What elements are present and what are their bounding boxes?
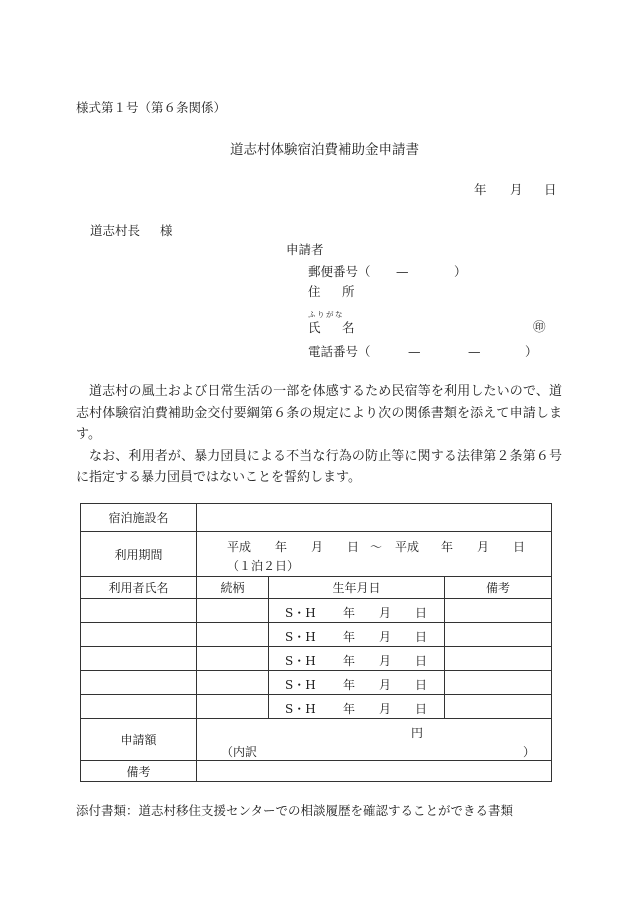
user-name-cell[interactable] <box>81 647 197 671</box>
remarks-label: 備考 <box>81 761 197 782</box>
period-start-day: 日 <box>347 540 360 554</box>
birthdate-year: 年 <box>343 654 356 668</box>
postal-code-label: 郵便番号（ <box>308 264 371 279</box>
address-label-2: 所 <box>342 284 355 299</box>
birthdate-era: S・H <box>285 678 316 692</box>
user-name-cell[interactable] <box>81 671 197 695</box>
birthdate-year: 年 <box>343 630 356 644</box>
birthdate-month: 月 <box>379 630 392 644</box>
phone-close: ） <box>525 344 538 359</box>
user-row <box>81 695 552 719</box>
relation-cell[interactable] <box>197 623 269 647</box>
phone-dash-1: — <box>408 344 421 359</box>
phone-dash-2: — <box>468 344 481 359</box>
header-remarks: 備考 <box>445 577 552 599</box>
form-number: 様式第１号（第６条関係） <box>76 100 227 115</box>
header-birthdate: 生年月日 <box>269 577 445 599</box>
postal-code-dash: — <box>396 264 409 279</box>
addressee-honorific: 様 <box>160 223 173 238</box>
amount-breakdown-open: （内訳 <box>221 745 258 759</box>
period-end-day: 日 <box>513 540 526 554</box>
period-end-month: 月 <box>477 540 490 554</box>
birthdate-day: 日 <box>415 606 428 620</box>
period-input[interactable] <box>197 532 552 577</box>
remarks-row <box>81 761 552 782</box>
birthdate-day: 日 <box>415 678 428 692</box>
birthdate-cell[interactable] <box>269 599 445 623</box>
birthdate-month: 月 <box>379 606 392 620</box>
period-tilde: ～ <box>370 540 383 554</box>
birthdate-year: 年 <box>343 606 356 620</box>
user-row <box>81 647 552 671</box>
birthdate-year: 年 <box>343 702 356 716</box>
user-row <box>81 623 552 647</box>
birthdate-cell[interactable] <box>269 623 445 647</box>
application-table <box>80 503 552 782</box>
amount-label: 申請額 <box>81 719 197 761</box>
user-row <box>81 599 552 623</box>
body-paragraph-1: 道志村の風土および日常生活の一部を体感するため民宿等を利用したいので、道志村体験宿泊費補助金交付要綱第６条の規定により次の関係書類を添えて申請します。 <box>76 384 562 442</box>
remarks-cell[interactable] <box>445 647 552 671</box>
remarks-cell[interactable] <box>445 623 552 647</box>
birthdate-month: 月 <box>379 702 392 716</box>
birthdate-cell[interactable] <box>269 671 445 695</box>
postal-code-close: ） <box>454 264 467 279</box>
amount-breakdown-close: ） <box>523 745 536 759</box>
birthdate-era: S・H <box>285 654 316 668</box>
date-year: 年 <box>474 182 487 197</box>
amount-input[interactable] <box>197 719 552 761</box>
relation-cell[interactable] <box>197 695 269 719</box>
birthdate-cell[interactable] <box>269 695 445 719</box>
seal-mark: ㊞ <box>533 319 546 334</box>
date-month: 月 <box>510 182 523 197</box>
remarks-cell[interactable] <box>445 599 552 623</box>
birthdate-era: S・H <box>285 606 316 620</box>
birthdate-era: S・H <box>285 702 316 716</box>
period-nights: （１泊２日） <box>227 559 300 573</box>
remarks-cell[interactable] <box>445 695 552 719</box>
header-relation: 続柄 <box>197 577 269 599</box>
furigana-label: ふりがな <box>308 310 344 319</box>
birthdate-era: S・H <box>285 630 316 644</box>
header-row <box>81 577 552 599</box>
user-name-cell[interactable] <box>81 599 197 623</box>
addressee-name: 道志村長 <box>90 223 141 238</box>
remarks-cell[interactable] <box>445 671 552 695</box>
period-start-month: 月 <box>311 540 324 554</box>
facility-input[interactable] <box>197 504 552 532</box>
period-label: 利用期間 <box>81 532 197 577</box>
body-text <box>76 381 562 489</box>
phone-label: 電話番号（ <box>308 344 371 359</box>
birthdate-year: 年 <box>343 678 356 692</box>
birthdate-day: 日 <box>415 630 428 644</box>
user-row <box>81 671 552 695</box>
relation-cell[interactable] <box>197 599 269 623</box>
period-row <box>81 532 552 577</box>
birthdate-day: 日 <box>415 654 428 668</box>
remarks-input[interactable] <box>197 761 552 782</box>
body-paragraph-2: なお、利用者が、暴力団員による不当な行為の防止等に関する法律第２条第６号に指定する暴力団員ではないことを誓約します。 <box>76 448 562 485</box>
period-start-year: 年 <box>275 540 288 554</box>
facility-label: 宿泊施設名 <box>81 504 197 532</box>
birthdate-cell[interactable] <box>269 647 445 671</box>
date-day: 日 <box>544 182 557 197</box>
birthdate-month: 月 <box>379 678 392 692</box>
period-era-end: 平成 <box>395 540 420 554</box>
user-name-cell[interactable] <box>81 623 197 647</box>
applicant-heading: 申請者 <box>286 242 324 257</box>
attachment-note: 添付書類：道志村移住支援センターでの相談履歴を確認することができる書類 <box>76 803 514 818</box>
period-era-start: 平成 <box>227 540 252 554</box>
user-name-cell[interactable] <box>81 695 197 719</box>
relation-cell[interactable] <box>197 671 269 695</box>
amount-yen: 円 <box>411 726 424 740</box>
period-end-year: 年 <box>441 540 454 554</box>
relation-cell[interactable] <box>197 647 269 671</box>
amount-row <box>81 719 552 761</box>
document-title: 道志村体験宿泊費補助金申請書 <box>230 142 419 158</box>
name-label-1: 氏 <box>308 320 321 335</box>
birthdate-day: 日 <box>415 702 428 716</box>
address-label-1: 住 <box>308 284 321 299</box>
header-user-name: 利用者氏名 <box>81 577 197 599</box>
name-label-2: 名 <box>342 320 355 335</box>
birthdate-month: 月 <box>379 654 392 668</box>
facility-row <box>81 504 552 532</box>
